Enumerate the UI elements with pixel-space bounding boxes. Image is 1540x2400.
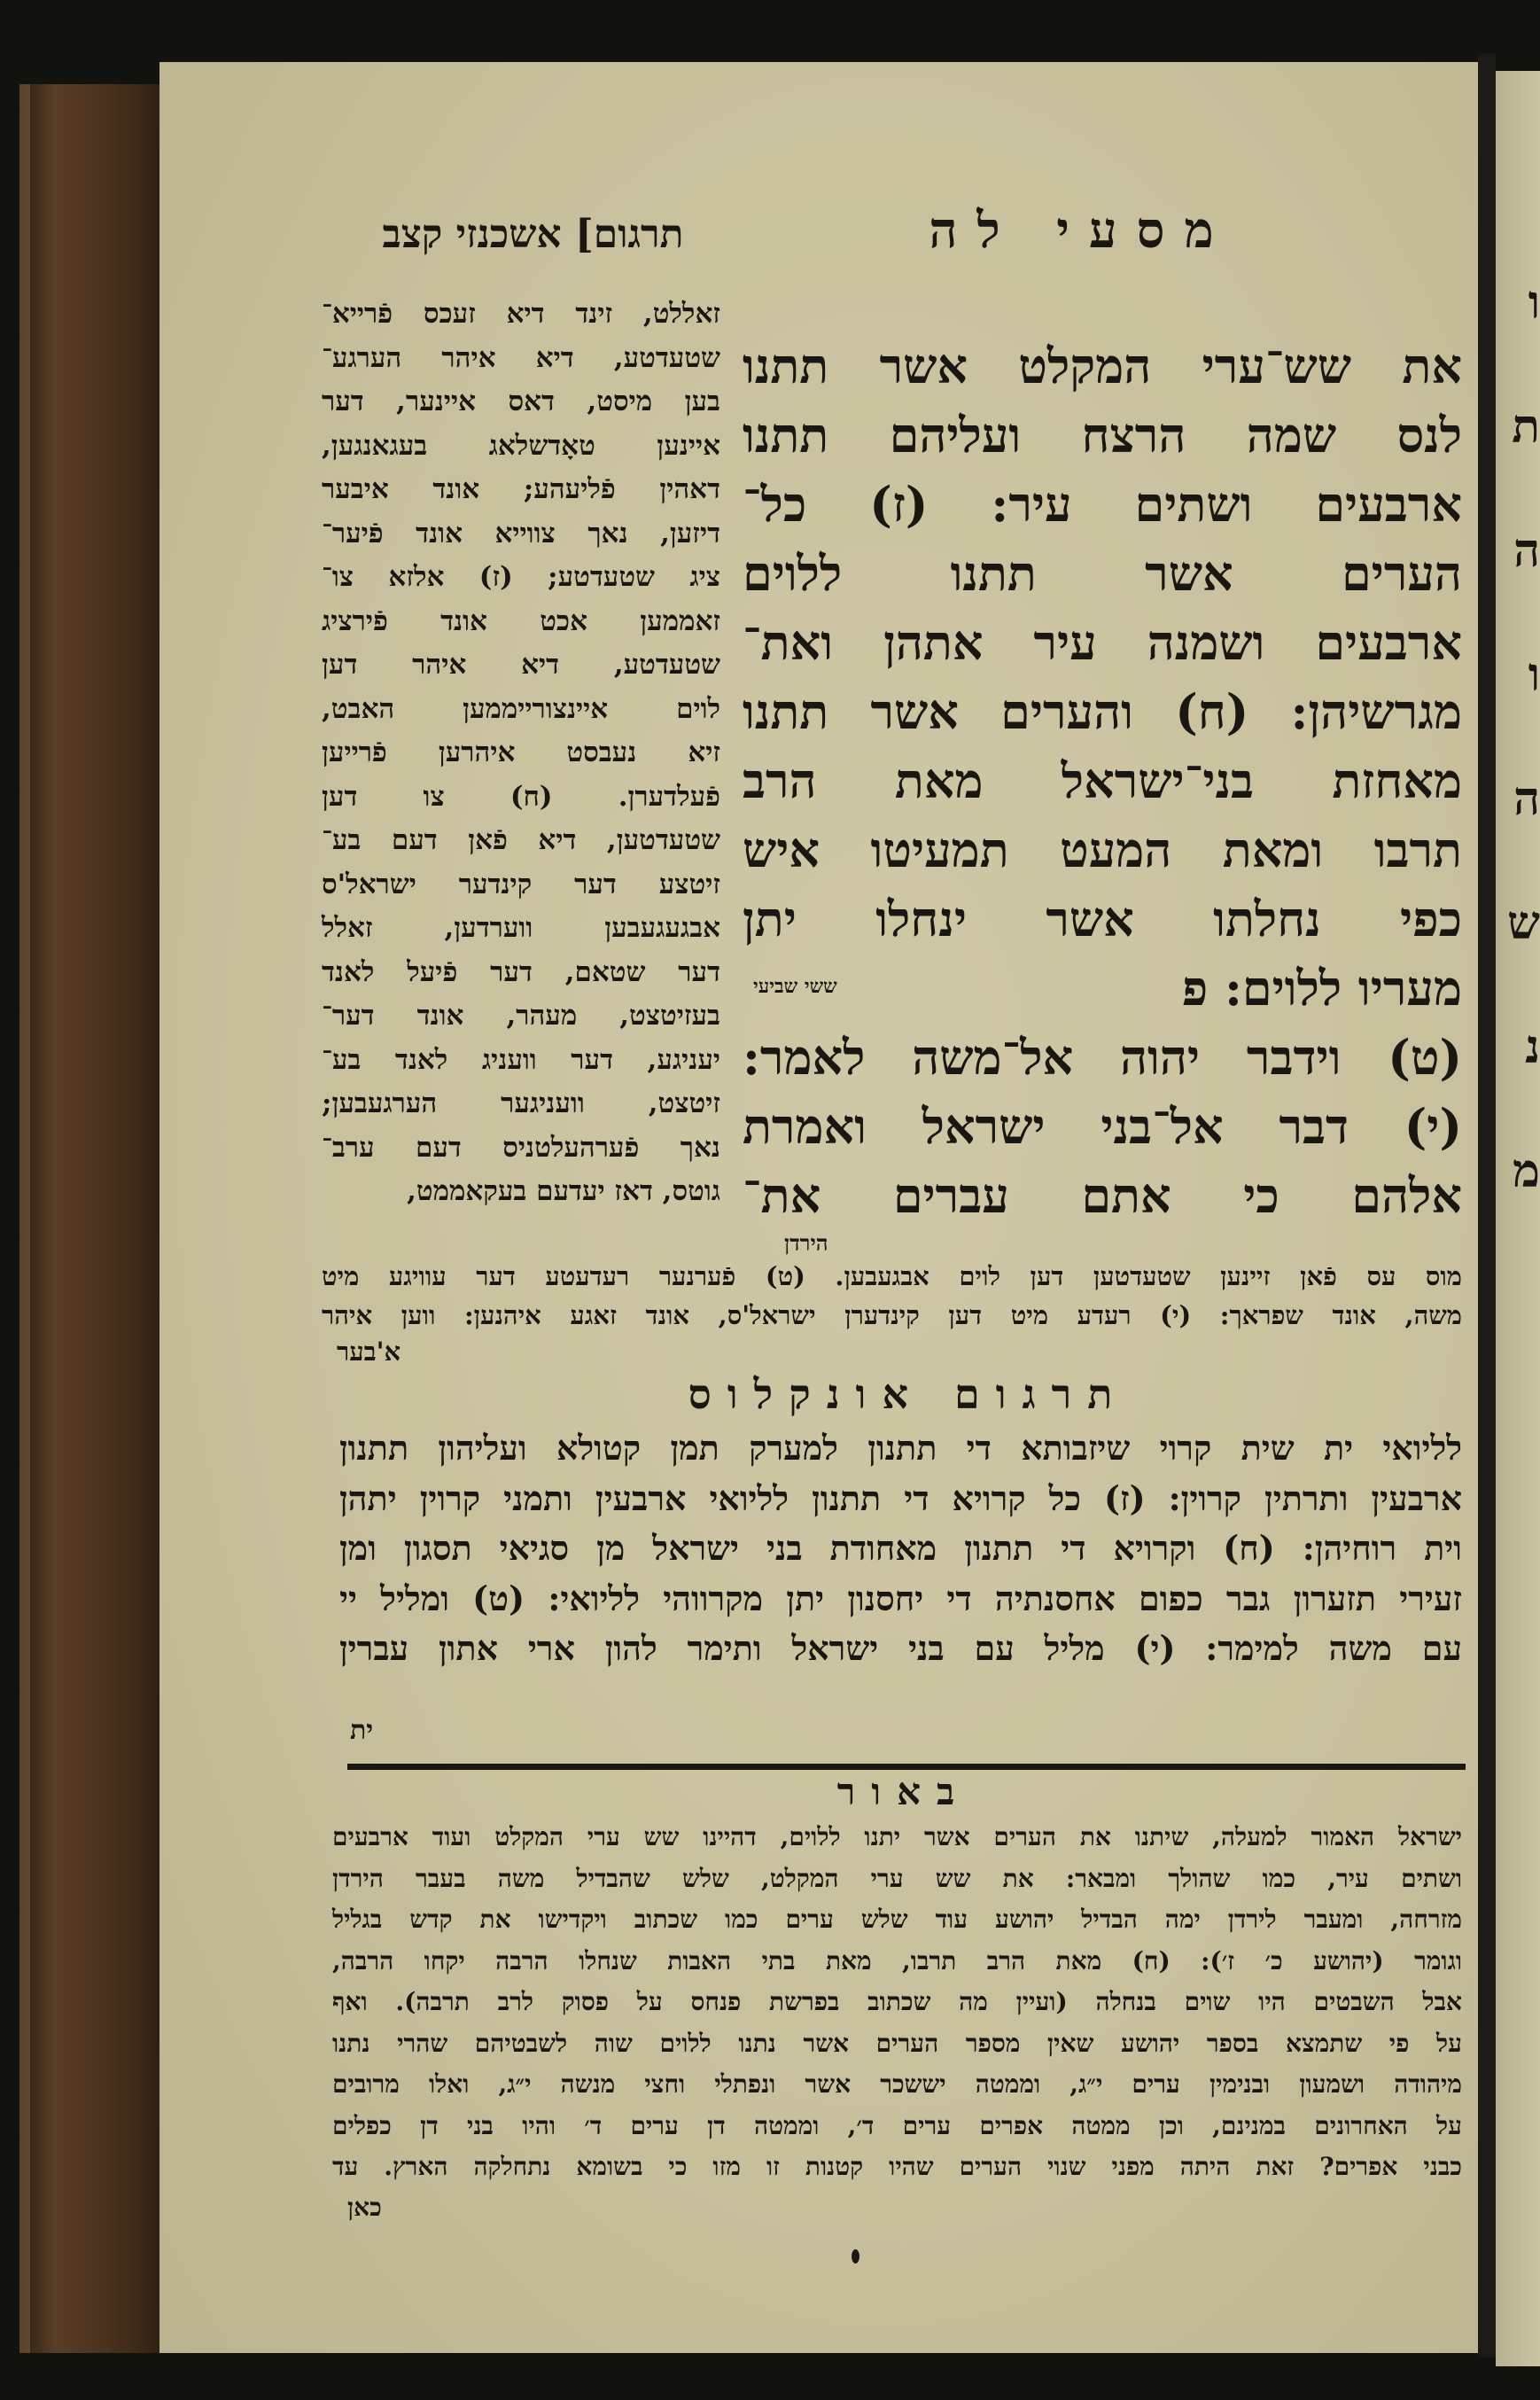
verse-line: (י) דבר אל־בני ישראל ואמרת bbox=[743, 1098, 1462, 1155]
book-edge-highlight bbox=[19, 84, 30, 2353]
book-gutter bbox=[1478, 53, 1496, 2357]
translation-line: ציג שטעדטע; (ז) אלזא צו־ bbox=[322, 561, 720, 593]
translation-line: זיא נעבסט איהרען פֿרייען bbox=[322, 736, 720, 768]
next-page-fragment: מ bbox=[1513, 1144, 1540, 1198]
biur-line: ישראל האמור למעלה, שיתנו את הערים אשר יתנו ללוים, דהיינו שש ערי המקלט ועוד ארבעים bbox=[332, 1822, 1462, 1851]
translation-line: זיטצע דער קינדער ישראל'ס bbox=[322, 868, 720, 900]
verse-line: (ט) וידבר יהוה אל־משה לאמר: bbox=[743, 1029, 1462, 1086]
translation-line: בען מיסט, דאס איינער, דער bbox=[322, 386, 720, 417]
verse-line: לנס שמה הרצח ועליהם תתנו bbox=[743, 407, 1462, 464]
verse-line: מאחזת בני־ישראל מאת הרב bbox=[743, 752, 1462, 809]
biur-line: כבני אפרים? זאת היתה מפני שנוי הערים שהיו קטנות זו מזו כי בשומא נתחלקה הארץ. עד bbox=[332, 2152, 1462, 2181]
verse-line: את שש־ערי המקלט אשר תתנו bbox=[743, 338, 1462, 394]
translation-line: דיזען, נאך צווייא אונד פֿיער־ bbox=[322, 517, 720, 549]
translation-line: נאך פֿערהעלטניס דעם ערב־ bbox=[322, 1131, 720, 1164]
biur-line: ושתים עיר, כמו שהולך ומבאר: את שש ערי המקלט, שלש שהבדיל משה בעבר הירדן bbox=[332, 1863, 1462, 1893]
section-divider bbox=[347, 1764, 1466, 1770]
book-page-edge bbox=[19, 84, 163, 2353]
next-page-fragment: ת bbox=[1512, 400, 1540, 454]
translation-line: שטעדטע, דיא איהר דען bbox=[322, 649, 720, 681]
running-title: מסעי לה bbox=[929, 201, 1233, 260]
translation-line: דאהין פֿליעהע; אונד איבער bbox=[322, 473, 720, 505]
translation-line: שטעדטען, דיא פֿאן דעם בע־ bbox=[322, 824, 720, 856]
torah-text-column bbox=[743, 331, 1462, 1230]
translation-line: בעזיטצט, מעהר, אונד דער־ bbox=[322, 1000, 720, 1032]
onkelos-line: עם משה למימר: (י) מליל עם בני ישראל ותימר להון ארי אתון עברין bbox=[339, 1628, 1462, 1668]
onkelos-line: לליואי ית שית קרוי שיזבותא די תתנון למערק תמן קטולא ועליהון תתנון bbox=[339, 1428, 1462, 1468]
onkelos-catchword: ית bbox=[350, 1715, 374, 1746]
verse-line: כפי נחלתו אשר ינחלו יתן bbox=[743, 891, 1462, 947]
translation-line: אבגעגעבען ווערדען, זאלל bbox=[322, 912, 720, 944]
translation-line: גוטס, דאז יעדעם בעקאממט, bbox=[407, 1175, 720, 1207]
biur-line: על האחרונים במנינם, וכן ממטה אפרים ערים ד׳, וממטה דן ערים ד׳ והיו בני דן כפלים bbox=[332, 2110, 1462, 2140]
next-page-fragment: ה bbox=[1513, 524, 1540, 578]
translation-line: דער שטאם, דער פֿיעל לאנד bbox=[322, 955, 720, 988]
verse-line: אלהם כי אתם עברים את־ bbox=[743, 1167, 1462, 1224]
verse-line: מעריו ללוים: פ bbox=[1181, 960, 1462, 1017]
next-page-fragment: ו bbox=[1528, 648, 1540, 702]
translation-line: פֿעלדערן. (ח) צו דען bbox=[322, 780, 720, 813]
verse-line: ארבעים ושתים עיר: (ז) כל־ bbox=[743, 476, 1462, 533]
yiddish-translation-continuation bbox=[322, 1257, 1462, 1335]
biur-commentary bbox=[332, 1817, 1462, 2188]
next-page-fragment: ו bbox=[1528, 276, 1540, 330]
translation-line: משה, אונד שפראך: (י) רעדע מיט דען קינדערן ישראל'ס, אונד זאגע איהנען: ווען איהר bbox=[322, 1300, 1462, 1330]
aliyah-marker: ששי שביעי bbox=[753, 975, 837, 998]
translation-line: לוים איינצורייממען האבט, bbox=[322, 692, 720, 725]
biur-line: אבל השבטים היו שוים בנחלה (ועיין מה שכתוב בפרשת פנחס על פסוק לרב תרבה). ואף bbox=[332, 1987, 1462, 2016]
translation-line: זאללט, זינד דיא זעכס פֿרייא־ bbox=[322, 298, 720, 330]
onkelos-line: וית רוחיהן: (ח) וקרויא די תתנון מאחודת בני ישראל מן סגיאי תסגון ומן bbox=[339, 1528, 1462, 1568]
onkelos-line: זעירי תזערון גבר כפום אחסנתיה די יחסנון יתן מקרווהי לליואי: (ט) ומליל יי bbox=[339, 1578, 1462, 1618]
left-column-title: תרגום] אשכנזי קצב bbox=[382, 212, 684, 257]
onkelos-line: ארבעין ותרתין קרוין: (ז) כל קרויא די תתנון לליואי ארבעין ותמני קרוין יתהן bbox=[339, 1477, 1462, 1518]
biur-line: מיהודה ושמעון ובנימין ערים י״ג, וממטה יששכר אשר ונפתלי וחצי מנשה י״ג, ואלו מרובים bbox=[332, 2069, 1462, 2099]
ink-spot bbox=[852, 2249, 859, 2264]
onkelos-title: תרגום אונקלוס bbox=[688, 1370, 1129, 1418]
biur-line: מזרחה, ומעבר לירדן ימה הבדיל יהושע עוד שלש ערים כמו שכתוב ויקדישו את קדש בגליל bbox=[332, 1905, 1462, 1934]
main-catchword: הירדן bbox=[784, 1230, 828, 1256]
next-page-fragment: ה bbox=[1513, 772, 1540, 826]
verse-line: ארבעים ושמנה עיר אתהן ואת־ bbox=[743, 614, 1462, 671]
translation-line: יעניגע, דער וועניג לאנד בע־ bbox=[322, 1043, 720, 1076]
translation-line: זאממען אכט אונד פֿירציג bbox=[322, 604, 720, 637]
next-page-fragment: נ bbox=[1525, 1020, 1540, 1074]
verse-line: מגרשיהן: (ח) והערים אשר תתנו bbox=[743, 683, 1462, 740]
verse-line: תרבו ומאת המעט תמעיטו איש bbox=[743, 822, 1462, 878]
translation-line: איינען טאָדשלאג בעגאנגען, bbox=[322, 429, 720, 462]
biur-title: באור bbox=[836, 1770, 971, 1813]
translation-line: שטעדטע, דיא איהר הערגע־ bbox=[322, 341, 720, 374]
yiddish-translation-column bbox=[322, 292, 720, 1214]
next-page-fragment: ש bbox=[1507, 896, 1540, 950]
biur-line: וגומר (יהושע כ׳ ז׳): (ח) מאת הרב תרבו, מאת בתי האבות שנחלו הרבה יקחו הרבה, bbox=[332, 1945, 1462, 1975]
translation-line: מוס עס פֿאן זיינען שטעדטען דען לוים אבגעבען. (ט) פֿערנער רעדעטע דער עוויגע מיט bbox=[322, 1261, 1462, 1291]
biur-catchword: כאן bbox=[347, 2193, 382, 2222]
biur-line: על פי שתמצא בספר יהושע שאין מספר הערים אשר נתנו ללוים שוה לשבטיהם שהרי נתנו bbox=[332, 2028, 1462, 2058]
translation-line: זיטצט, וועניגער הערגעבען; bbox=[322, 1087, 720, 1119]
verse-line: הערים אשר תתנו ללוים bbox=[743, 545, 1462, 602]
translation-catchword: א'בער bbox=[337, 1336, 401, 1367]
onkelos-text bbox=[339, 1423, 1462, 1674]
